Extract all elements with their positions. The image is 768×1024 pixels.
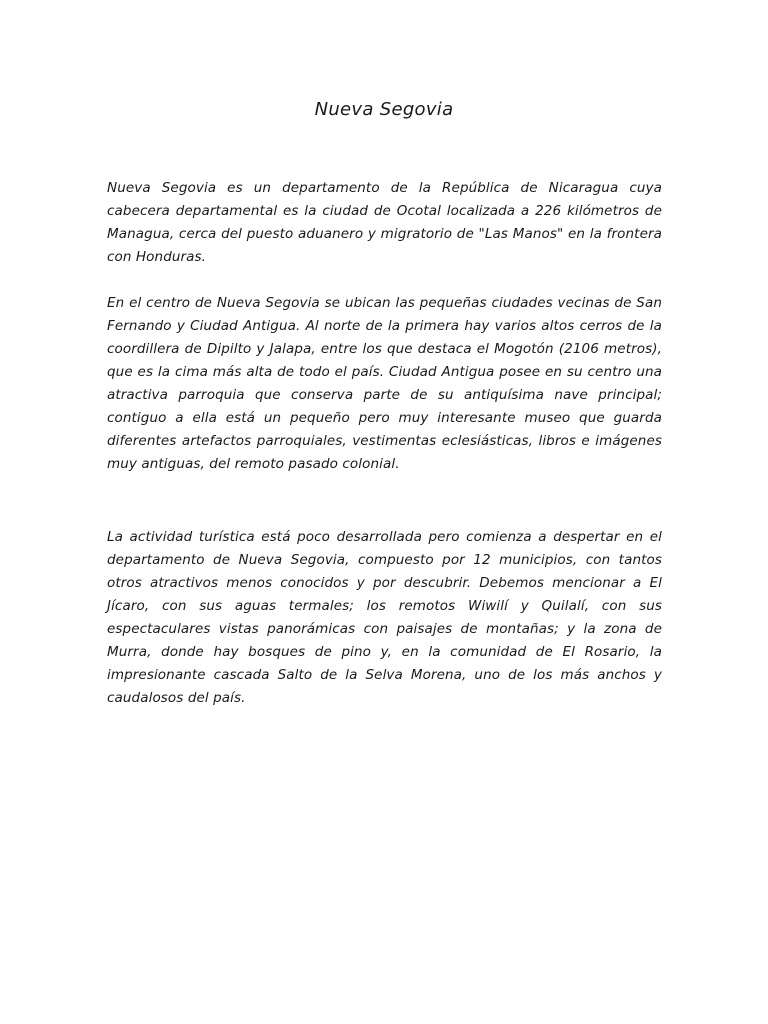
paragraph-intro: Nueva Segovia es un departamento de la República de Nicaragua cuya cabecera departamental es la ciudad de Ocotal localizada a 226 kilómetros de Managua, cerca del puesto aduanero y migratorio de "Las Manos" en la frontera con Honduras. (107, 180, 662, 265)
paragraph-centro: En el centro de Nueva Segovia se ubican las pequeñas ciudades vecinas de San Fernando y Ciudad Antigua. Al norte de la primera hay varios altos cerros de la coordillera de Dipilto y Jalapa, entre los que destaca el Mogotón (2106 metros), que es la cima más alta de todo el país. Ciudad Antigua posee en su centro una atractiva parroquia que conserva parte de su antiquísima nave principal; contiguo a ella está un pequeño pero muy interesante museo que guarda diferentes artefactos parroquiales, vestimentas eclesiásticas, libros e imágenes muy antiguas, del remoto pasado colonial. (107, 295, 662, 472)
document-title: Nueva Segovia (314, 99, 454, 120)
paragraph-turismo: La actividad turística está poco desarrollada pero comienza a despertar en el departamento de Nueva Segovia, compuesto por 12 municipios, con tantos otros atractivos menos conocidos y por descubrir. Debemos mencionar a El Jícaro, con sus aguas termales; los remotos Wiwilí y Quilalí, con sus espectaculares vistas panorámicas con paisajes de montañas; y la zona de Murra, donde hay bosques de pino y, en la comunidad de El Rosario, la impresionante cascada Salto de la Selva Morena, uno de los más anchos y caudalosos del país. (107, 529, 662, 706)
